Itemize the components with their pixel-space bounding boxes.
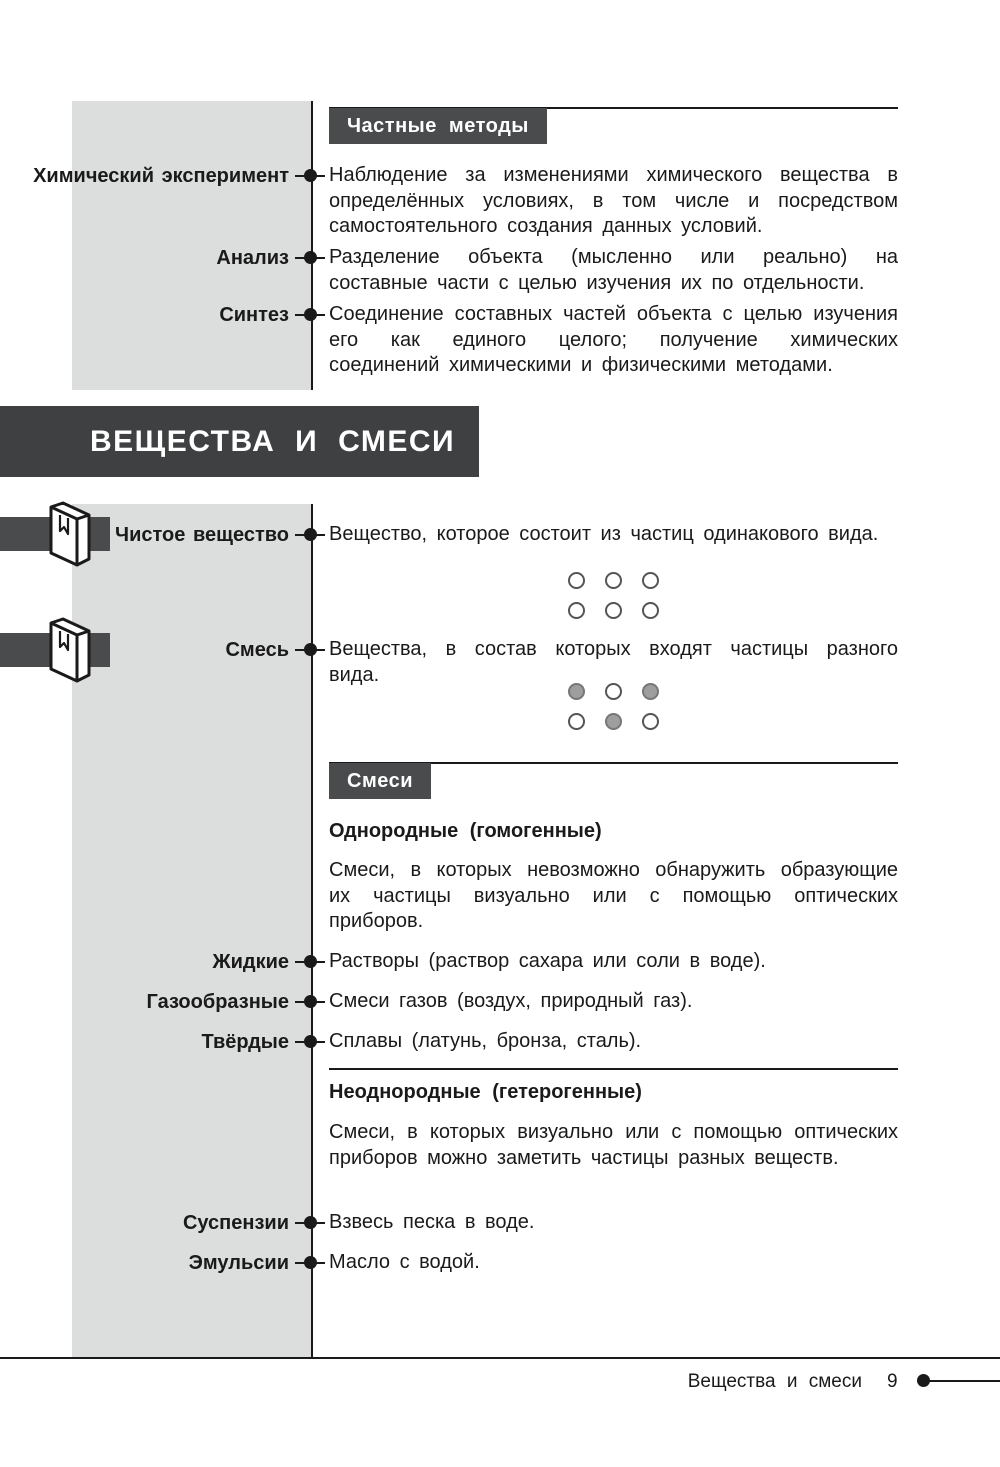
footer-rule xyxy=(0,1357,1000,1359)
term-pure-substance: Чистое вещество xyxy=(115,524,289,546)
heterogeneous-rule xyxy=(329,1068,898,1070)
definition-mixture: Вещества, в состав которых входят частицы разного вида. xyxy=(329,638,898,686)
section-banner: ВЕЩЕСТВА И СМЕСИ xyxy=(0,406,479,477)
connector xyxy=(295,995,325,1009)
term-emulsions: Эмульсии xyxy=(188,1252,289,1274)
term-synthesis: Синтез xyxy=(219,304,289,326)
connector xyxy=(295,528,325,542)
page-number: 9 xyxy=(887,1371,898,1392)
connector xyxy=(295,251,325,265)
connector xyxy=(295,955,325,969)
connector xyxy=(295,1256,325,1270)
pure-particles-diagram xyxy=(566,572,662,628)
mixture-particles-diagram xyxy=(566,683,662,739)
particle xyxy=(642,602,659,619)
particle xyxy=(605,602,622,619)
particle-filled xyxy=(605,713,622,730)
term-chemical-experiment: Химический эксперимент xyxy=(33,165,289,187)
particle xyxy=(568,572,585,589)
definition-analysis: Разделение объекта (мысленно или реально) на составные части с целью изучения их по отдельности. xyxy=(329,246,898,294)
definition-gaseous: Смеси газов (воздух, природный газ). xyxy=(329,990,693,1012)
particle xyxy=(605,572,622,589)
definition-liquid: Растворы (раствор сахара или соли в воде). xyxy=(329,950,766,972)
particle xyxy=(642,572,659,589)
definition-solid: Сплавы (латунь, бронза, сталь). xyxy=(329,1030,642,1052)
connector xyxy=(295,169,325,183)
definition-suspensions: Взвесь песка в воде. xyxy=(329,1211,535,1233)
particle-filled xyxy=(568,683,585,700)
particle xyxy=(568,713,585,730)
particle xyxy=(605,683,622,700)
term-solid: Твёрдые xyxy=(201,1031,289,1053)
connector xyxy=(295,1216,325,1230)
term-analysis: Анализ xyxy=(216,247,289,269)
definition-chemical-experiment: Наблюдение за изменениями химического вещества в определённых условиях, в том числе и посредством самостоятельного создания данных условий. xyxy=(329,164,898,237)
connector xyxy=(295,308,325,322)
particle xyxy=(642,713,659,730)
methods-tag: Частные методы xyxy=(329,108,547,144)
connector xyxy=(295,1035,325,1049)
term-mixture: Смесь xyxy=(225,639,289,661)
heterogeneous-heading: Неоднородные (гетерогенные) xyxy=(329,1081,642,1103)
connector xyxy=(295,643,325,657)
term-liquid: Жидкие xyxy=(212,951,289,973)
footer-section-title: Вещества и смеси xyxy=(687,1371,862,1392)
homogeneous-description: Смеси, в которых невозможно обнаружить образующие их частицы визуально или с помощью оптических приборов. xyxy=(329,859,898,932)
homogeneous-heading: Однородные (гомогенные) xyxy=(329,820,602,842)
footer-pointer-line xyxy=(924,1380,1000,1382)
particle xyxy=(568,602,585,619)
term-gaseous: Газообразные xyxy=(146,991,289,1013)
heterogeneous-description: Смеси, в которых визуально или с помощью оптических приборов можно заметить частицы разных веществ. xyxy=(329,1121,898,1169)
term-suspensions: Суспензии xyxy=(182,1212,289,1234)
definition-synthesis: Соединение составных частей объекта с целью изучения его как единого целого; получение химических соединений химическими и физическими методами. xyxy=(329,303,898,376)
mixtures-tag: Смеси xyxy=(329,763,431,799)
definition-emulsions: Масло с водой. xyxy=(329,1251,480,1273)
methods-divider xyxy=(311,101,313,390)
particle-filled xyxy=(642,683,659,700)
definition-pure-substance: Вещество, которое состоит из частиц одинакового вида. xyxy=(329,523,879,545)
